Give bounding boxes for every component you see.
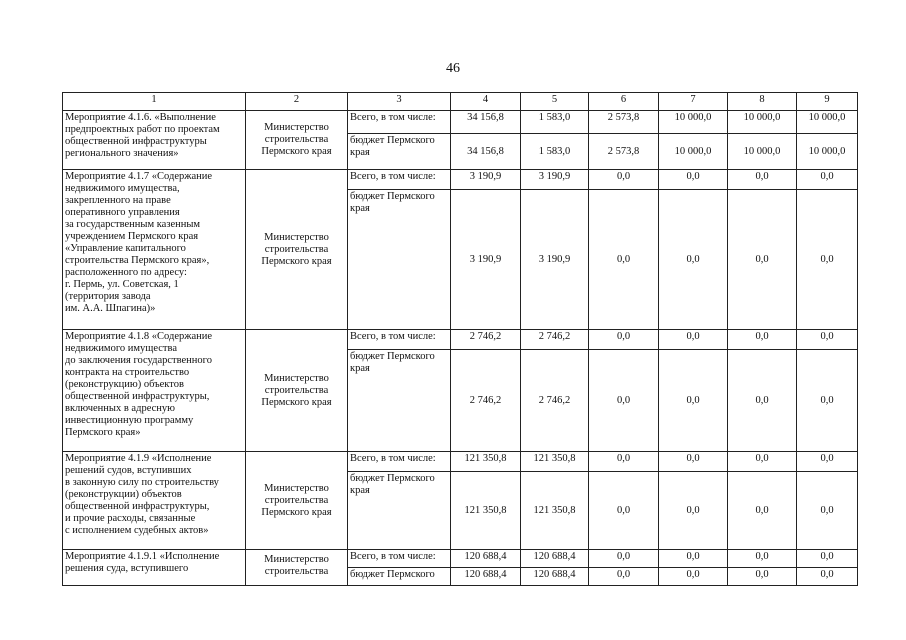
value-cell: 0,0 xyxy=(659,568,728,586)
activity-description: Мероприятие 4.1.6. «Выполнение предпроектных работ по проектам общественной инфраструктуры регионального значения» xyxy=(63,111,246,170)
page-number: 46 xyxy=(446,61,460,76)
value-cell: 0,0 xyxy=(728,452,797,472)
value-cell: 121 350,8 xyxy=(521,452,589,472)
column-header: 9 xyxy=(797,93,858,111)
value-cell: 3 190,9 xyxy=(521,190,589,330)
value-cell: 0,0 xyxy=(589,350,659,452)
value-cell: 10 000,0 xyxy=(659,111,728,134)
value-cell: 2 746,2 xyxy=(451,350,521,452)
value-cell: 10 000,0 xyxy=(728,134,797,170)
value-cell: 0,0 xyxy=(797,452,858,472)
value-cell: 0,0 xyxy=(589,170,659,190)
budget-table xyxy=(62,92,858,586)
executor-cell: Министерство строительства Пермского края xyxy=(246,111,348,170)
column-header: 3 xyxy=(348,93,451,111)
value-cell: 0,0 xyxy=(659,350,728,452)
value-cell: 0,0 xyxy=(659,190,728,330)
value-cell: 0,0 xyxy=(728,330,797,350)
funding-source: бюджет Пермского края xyxy=(348,134,451,170)
activity-description: Мероприятие 4.1.9.1 «Исполнение решения суда, вступившего xyxy=(63,550,246,586)
activity-description: Мероприятие 4.1.8 «Содержание недвижимого имущества до заключения государственного контракта на строительство (реконструкцию) объектов общественной инфраструктуры, включенных в адресную инвестиционную программу Пермского края» xyxy=(63,330,246,452)
value-cell: 10 000,0 xyxy=(728,111,797,134)
value-cell: 2 573,8 xyxy=(589,134,659,170)
table-row-total xyxy=(63,330,858,350)
value-cell: 0,0 xyxy=(728,170,797,190)
value-cell: 0,0 xyxy=(589,568,659,586)
value-cell: 121 350,8 xyxy=(521,472,589,550)
executor-cell: Министерство строительства xyxy=(246,550,348,586)
value-cell: 0,0 xyxy=(659,170,728,190)
column-header: 5 xyxy=(521,93,589,111)
funding-source: бюджет Пермского края xyxy=(348,472,451,550)
value-cell: 0,0 xyxy=(797,330,858,350)
value-cell: 2 746,2 xyxy=(521,330,589,350)
column-header: 4 xyxy=(451,93,521,111)
value-cell: 10 000,0 xyxy=(797,134,858,170)
table-row-total xyxy=(63,111,858,134)
value-cell: 0,0 xyxy=(728,550,797,568)
table-row-total xyxy=(63,550,858,568)
value-cell: 120 688,4 xyxy=(521,550,589,568)
funding-source: Всего, в том числе: xyxy=(348,170,451,190)
value-cell: 0,0 xyxy=(659,330,728,350)
value-cell: 0,0 xyxy=(797,190,858,330)
value-cell: 2 573,8 xyxy=(589,111,659,134)
value-cell: 0,0 xyxy=(589,330,659,350)
value-cell: 2 746,2 xyxy=(451,330,521,350)
value-cell: 0,0 xyxy=(659,452,728,472)
funding-source: бюджет Пермского края xyxy=(348,190,451,330)
value-cell: 0,0 xyxy=(728,472,797,550)
column-header: 7 xyxy=(659,93,728,111)
column-header: 6 xyxy=(589,93,659,111)
value-cell: 2 746,2 xyxy=(521,350,589,452)
value-cell: 0,0 xyxy=(589,550,659,568)
table-row-total xyxy=(63,452,858,472)
value-cell: 3 190,9 xyxy=(521,170,589,190)
value-cell: 0,0 xyxy=(589,190,659,330)
value-cell: 0,0 xyxy=(659,550,728,568)
value-cell: 10 000,0 xyxy=(797,111,858,134)
value-cell: 0,0 xyxy=(728,350,797,452)
funding-source: Всего, в том числе: xyxy=(348,330,451,350)
value-cell: 0,0 xyxy=(728,190,797,330)
value-cell: 0,0 xyxy=(589,452,659,472)
funding-source: Всего, в том числе: xyxy=(348,452,451,472)
value-cell: 0,0 xyxy=(797,550,858,568)
value-cell: 0,0 xyxy=(797,350,858,452)
value-cell: 120 688,4 xyxy=(451,568,521,586)
value-cell: 120 688,4 xyxy=(451,550,521,568)
value-cell: 121 350,8 xyxy=(451,472,521,550)
activity-description: Мероприятие 4.1.9 «Исполнение решений судов, вступивших в законную силу по строительству (реконструкции) объектов общественной инфраструктуры, и прочие расходы, связанные с исполнением судебных актов» xyxy=(63,452,246,550)
value-cell: 34 156,8 xyxy=(451,111,521,134)
value-cell: 0,0 xyxy=(797,568,858,586)
value-cell: 10 000,0 xyxy=(659,134,728,170)
funding-source: бюджет Пермского края xyxy=(348,350,451,452)
executor-cell: Министерство строительства Пермского края xyxy=(246,170,348,330)
funding-source: бюджет Пермского xyxy=(348,568,451,586)
value-cell: 3 190,9 xyxy=(451,190,521,330)
value-cell: 120 688,4 xyxy=(521,568,589,586)
value-cell: 3 190,9 xyxy=(451,170,521,190)
executor-cell: Министерство строительства Пермского края xyxy=(246,452,348,550)
column-header: 8 xyxy=(728,93,797,111)
value-cell: 1 583,0 xyxy=(521,134,589,170)
value-cell: 0,0 xyxy=(589,472,659,550)
value-cell: 0,0 xyxy=(659,472,728,550)
header-row xyxy=(63,93,858,111)
funding-source: Всего, в том числе: xyxy=(348,550,451,568)
value-cell: 0,0 xyxy=(797,472,858,550)
value-cell: 0,0 xyxy=(728,568,797,586)
value-cell: 0,0 xyxy=(797,170,858,190)
activity-description: Мероприятие 4.1.7 «Содержание недвижимого имущества, закрепленного на праве оперативного управления за государственным казенным учреждением Пермского края «Управление капитального строительства Пермского края», расположенного по адресу: г. Пермь, ул. Советская, 1 (территория завода им. А.А. Шпагина)» xyxy=(63,170,246,330)
column-header: 1 xyxy=(63,93,246,111)
value-cell: 1 583,0 xyxy=(521,111,589,134)
funding-source: Всего, в том числе: xyxy=(348,111,451,134)
executor-cell: Министерство строительства Пермского края xyxy=(246,330,348,452)
value-cell: 121 350,8 xyxy=(451,452,521,472)
column-header: 2 xyxy=(246,93,348,111)
value-cell: 34 156,8 xyxy=(451,134,521,170)
table-row-total xyxy=(63,170,858,190)
